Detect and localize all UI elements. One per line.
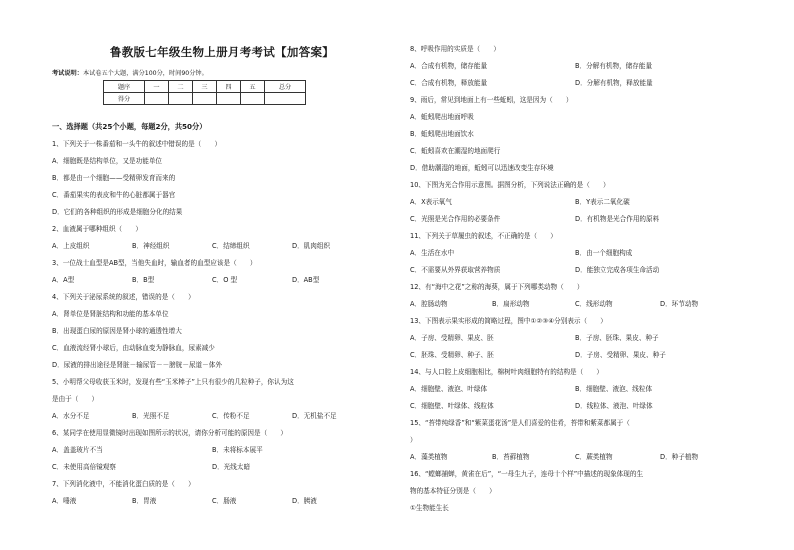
option-text: D．线粒体、液泡、叶绿体 xyxy=(575,402,653,410)
option-text: A．A型 xyxy=(52,276,75,284)
option-text: B．出现蛋白尿的原因是肾小球的通透性增大 xyxy=(52,327,182,335)
option-text: C．O 型 xyxy=(212,276,238,284)
option-text: ①生物能生长 xyxy=(410,504,449,512)
option-text: A．合成有机物，储存能量 xyxy=(410,62,488,70)
question-text: 1、下列关于一株番茄和一头牛的叙述中错误的是（ ） xyxy=(52,140,222,148)
question-text: 6、某同学在使用显微镜时出现如图所示的状况，请你分析可能的原因是（ ） xyxy=(52,429,287,437)
question-text: 物的基本特征分别是（ ） xyxy=(410,487,496,495)
score-header-cell: 三 xyxy=(193,81,217,93)
option-text: C．血液流经肾小球后，由动脉血变为静脉血，尿素减少 xyxy=(52,344,215,352)
option-text: C．未使用高倍镜观察 xyxy=(52,463,116,471)
question-text: 12、有“海中之花”之称的海葵，属于下列哪类动物（ ） xyxy=(410,283,584,291)
score-header-cell: 总分 xyxy=(265,81,306,93)
question-text: 16、“螳螂捕蝉，黄雀在后”，“一母生九子，连母十个样”中描述的现象体现的生 xyxy=(410,470,644,478)
option-text: C．合成有机物，释放能量 xyxy=(410,79,488,87)
option-text: A．细胞既是结构单位，又是功能单位 xyxy=(52,157,163,165)
score-header-cell: 四 xyxy=(217,81,241,93)
option-text: C．线形动物 xyxy=(575,300,613,308)
option-text: A．细胞壁、液泡、叶绿体 xyxy=(410,385,488,393)
option-text: C．光照是光合作用的必要条件 xyxy=(410,215,501,223)
question-text: 7、下列消化液中，不能消化蛋白质的是（ ） xyxy=(52,480,195,488)
question-text: 4、下列关于泌尿系统的叙述，错误的是（ ） xyxy=(52,293,195,301)
question-text: 13、下图表示果实形成的简略过程，图中①②③④分别表示（ ） xyxy=(410,317,607,325)
score-cell xyxy=(193,93,217,105)
option-text: C．细胞壁、叶绿体、线粒体 xyxy=(410,402,494,410)
option-text: B．蚯蚓爬出地面饮水 xyxy=(410,130,474,138)
option-text: D．借助潮湿的地面，蚯蚓可以迅速改变生存环境 xyxy=(410,164,554,172)
score-cell xyxy=(169,93,193,105)
option-text: B．未将标本展平 xyxy=(212,446,263,454)
option-text: B．神经组织 xyxy=(132,242,170,250)
option-text: D．有机物是光合作用的原料 xyxy=(575,215,660,223)
option-text: D．子房、受精卵、果皮、种子 xyxy=(575,351,666,359)
question-text: 5、小明帮父母收获玉米时，发现有些“玉米棒子”上只有很少的几粒种子，你认为这 xyxy=(52,378,294,386)
question-text: 10、下图为光合作用示意图。据图分析，下列说法正确的是（ ） xyxy=(410,181,610,189)
section-heading: 一、选择题（共25个小题，每题2分，共50分） xyxy=(52,122,207,131)
score-cell xyxy=(145,93,169,105)
option-text: B．光照不足 xyxy=(132,412,170,420)
option-text: D．分解有机物，释放能量 xyxy=(575,79,653,87)
option-text: A．唾液 xyxy=(52,497,77,505)
score-header-cell: 五 xyxy=(241,81,265,93)
question-text: 8、呼吸作用的实质是（ ） xyxy=(410,45,500,53)
option-text: B．子房、胚珠、果皮、种子 xyxy=(575,334,659,342)
option-text: A．子房、受精卵、果皮、胚 xyxy=(410,334,494,342)
option-text: A．水分不足 xyxy=(52,412,90,420)
option-text: C．番茄果实的表皮和牛的心脏都属于器官 xyxy=(52,191,176,199)
option-text: D．种子植物 xyxy=(660,453,699,461)
question-text: 2、血液属于哪种组织（ ） xyxy=(52,225,142,233)
page-title: 鲁教版七年级生物上册月考考试【加答案】 xyxy=(109,45,335,59)
score-table-score-row xyxy=(104,93,306,105)
option-text: A．肾单位是肾脏结构和功能的基本单位 xyxy=(52,310,169,318)
question-text: ） xyxy=(410,436,417,444)
option-text: B．B型 xyxy=(132,276,155,284)
option-text: A．腔肠动物 xyxy=(410,300,448,308)
option-text: A．上皮组织 xyxy=(52,242,90,250)
option-text: A．X表示氧气 xyxy=(410,198,452,206)
exam-note xyxy=(52,68,208,77)
option-text: D．尿液的排出途径是肾脏－输尿管－－膀胱－尿道－体外 xyxy=(52,361,222,369)
question-text: 11、下列关于草履虫的叙述，不正确的是（ ） xyxy=(410,232,557,240)
option-text: D．能独立完成各项生命活动 xyxy=(575,266,660,274)
score-row-label: 得分 xyxy=(104,93,145,105)
question-text: 15、“苔带纯绿香”和“紫菜蛋花汤”是人们喜爱的佳肴，苔带和紫菜都属于（ xyxy=(410,419,630,427)
option-text: D．光线太暗 xyxy=(212,463,251,471)
option-text: B．扁形动物 xyxy=(492,300,530,308)
option-text: A．藻类植物 xyxy=(410,453,448,461)
question-text: 9、雨后，常见到地面上有一些蚯蚓，这是因为（ ） xyxy=(410,96,573,104)
exam-note-text: 本试卷五个大题，满分100分，时间90分钟。 xyxy=(82,70,208,77)
option-text: C．胚珠、受精卵、种子、胚 xyxy=(410,351,494,359)
option-text: A．盖盖玻片不当 xyxy=(52,446,103,454)
option-text: D．它们的各种组织的形成是细胞分化的结果 xyxy=(52,208,183,216)
option-text: D．环节动物 xyxy=(660,300,699,308)
score-header-cell: 题序 xyxy=(104,81,145,93)
option-text: D．胰液 xyxy=(292,497,317,505)
score-cell xyxy=(241,93,265,105)
question-text: 3、一位战士血型是AB型，当他失血时，输血者的血型应该是（ ） xyxy=(52,259,257,267)
option-text: A．蚯蚓爬出地面呼吸 xyxy=(410,113,474,121)
score-cell xyxy=(265,93,306,105)
score-header-cell: 一 xyxy=(145,81,169,93)
score-cell xyxy=(217,93,241,105)
option-text: C．蕨类植物 xyxy=(575,453,613,461)
option-text: C．结缔组织 xyxy=(212,242,250,250)
score-table-header-row xyxy=(104,81,306,93)
option-text: B．Y表示二氧化碳 xyxy=(575,198,630,206)
option-text: A．生活在水中 xyxy=(410,249,455,257)
score-header-cell: 二 xyxy=(169,81,193,93)
option-text: D．AB型 xyxy=(292,276,320,284)
option-text: B．细胞壁、液泡、线粒体 xyxy=(575,385,653,393)
option-text: D．肌肉组织 xyxy=(292,242,331,250)
option-text: B．苔藓植物 xyxy=(492,453,530,461)
option-text: B．都是由一个细胞——受精卵发育而来的 xyxy=(52,174,176,182)
score-table xyxy=(103,80,306,105)
exam-note-label: 考试说明： xyxy=(52,70,83,77)
option-text: B．分解有机物，储存能量 xyxy=(575,62,653,70)
question-text: 是由于（ ） xyxy=(52,395,99,403)
question-text: 14、与人口腔上皮细胞相比，棉树叶肉细胞特有的结构是（ ） xyxy=(410,368,604,376)
option-text: D．无机盐不足 xyxy=(292,412,337,420)
option-text: C．不需要从外界获取营养物质 xyxy=(410,266,501,274)
option-text: B．胃液 xyxy=(132,497,157,505)
option-text: B．由一个细胞构成 xyxy=(575,249,633,257)
option-text: C．肠液 xyxy=(212,497,237,505)
option-text: C．蚯蚓喜欢在潮湿的地面爬行 xyxy=(410,147,501,155)
option-text: C．传粉不足 xyxy=(212,412,250,420)
